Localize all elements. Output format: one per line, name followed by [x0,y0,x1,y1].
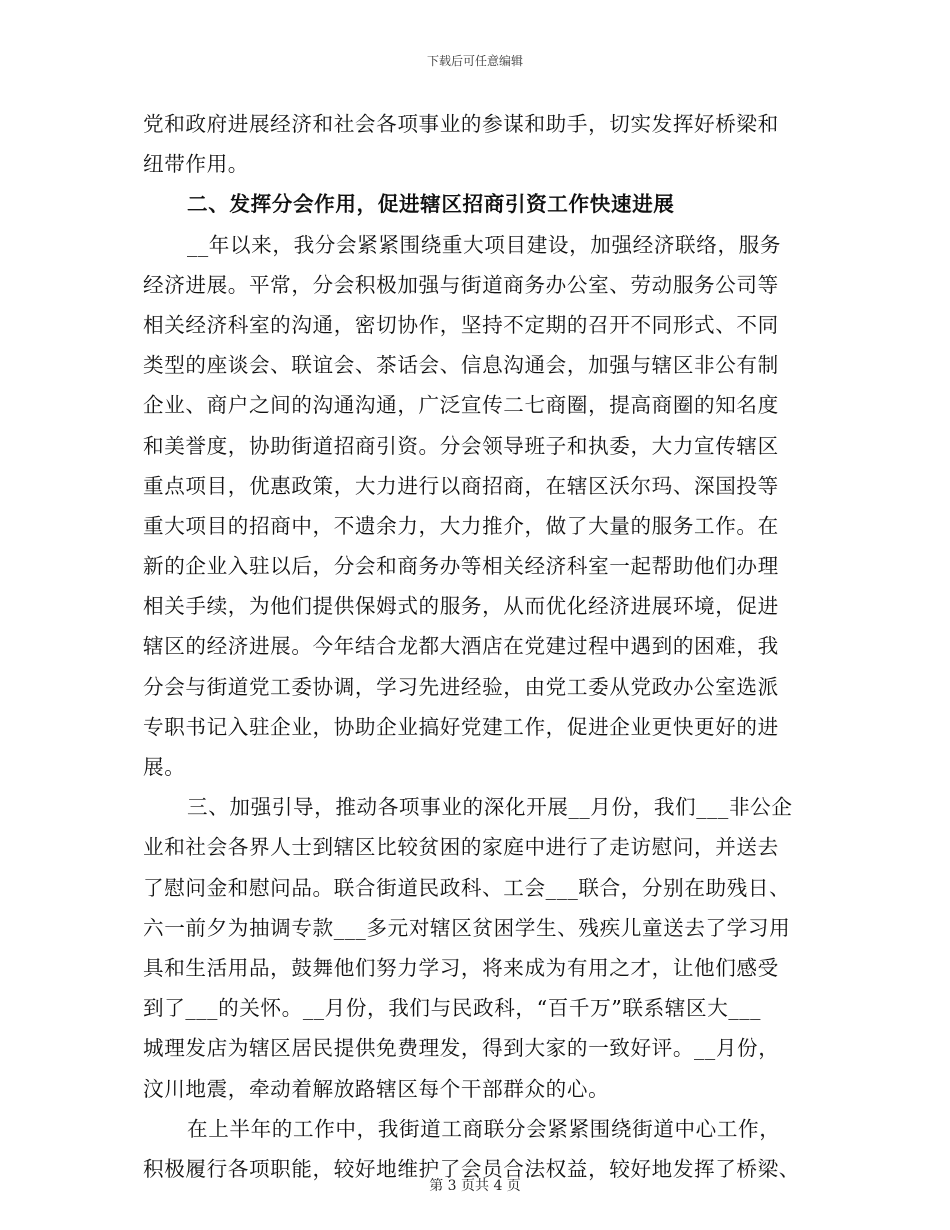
body-line: 具和生活用品，鼓舞他们努力学习，将来成为有用之才，让他们感受 [143,955,779,980]
body-line: 到了___的关怀。__月份，我们与民政科，“百千万”联系辖区大___ [143,996,762,1021]
body-line: 党和政府进展经济和社会各项事业的参谋和助手，切实发挥好桥梁和 [143,112,779,136]
body-line: 经济进展。平常，分会积极加强与街道商务办公室、劳动服务公司等 [143,272,779,297]
body-line: 分会与街道党工委协调，学习先进经验，由党工委从党政办公室选派 [143,674,779,699]
body-line: 类型的座谈会、联谊会、茶话会、信息沟通会，加强与辖区非公有制 [143,353,779,378]
body-line: 纽带作用。 [143,152,249,177]
body-line: 相关经济科室的沟通，密切协作，坚持不定期的召开不同形式、不同 [143,312,779,337]
body-line: 重点项目，优惠政策，大力进行以商招商，在辖区沃尔玛、深国投等 [143,473,779,498]
header-note: 下载后可任意编辑 [426,54,523,68]
body-line: 和美誉度，协助街道招商引资。分会领导班子和执委，大力宣传辖区 [143,433,779,458]
body-line: 汶川地震，牵动着解放路辖区每个干部群众的心。 [143,1076,610,1101]
body-line: 业和社会各界人士到辖区比较贫困的家庭中进行了走访慰问，并送去 [143,835,779,860]
page-number: 第 3 页共 4 页 [429,1178,521,1194]
body-line: 企业、商户之间的沟通沟通，广泛宣传二七商圈，提高商圈的知名度 [143,393,779,418]
paragraph-start-line: __年以来，我分会紧紧围绕重大项目建设，加强经济联络，服务 [187,232,782,257]
body-line: 展。 [143,755,186,779]
section-heading: 二、发挥分会作用，促进辖区招商引资工作快速进展 [187,192,675,217]
body-line: 六一前夕为抽调专款___多元对辖区贫困学生、残疾儿童送去了学习用 [143,915,791,940]
body-line: 积极履行各项职能，较好地维护了会员合法权益，较好地发挥了桥梁、 [143,1156,801,1181]
body-line: 相关手续，为他们提供保姆式的服务，从而优化经济进展环境，促进 [143,594,779,619]
body-line: 辖区的经济进展。今年结合龙都大酒店在党建过程中遇到的困难，我 [143,634,779,659]
paragraph-start-line: 三、加强引导，推动各项事业的深化开展__月份，我们___非公企 [187,795,793,820]
body-line: 了慰问金和慰问品。联合街道民政科、工会___联合，分别在助残日、 [143,875,791,900]
body-line: 专职书记入驻企业，协助企业搞好党建工作，促进企业更快更好的进 [143,714,779,739]
body-line: 新的企业入驻以后，分会和商务办等相关经济科室一起帮助他们办理 [143,554,779,579]
body-line: 城理发店为辖区居民提供免费理发，得到大家的一致好评。__月份， [143,1036,780,1061]
body-line: 重大项目的招商中，不遗余力，大力推介，做了大量的服务工作。在 [143,513,779,538]
document-body [143,104,808,1189]
paragraph-start-line: 在上半年的工作中，我街道工商联分会紧紧围绕街道中心工作， [187,1116,781,1141]
